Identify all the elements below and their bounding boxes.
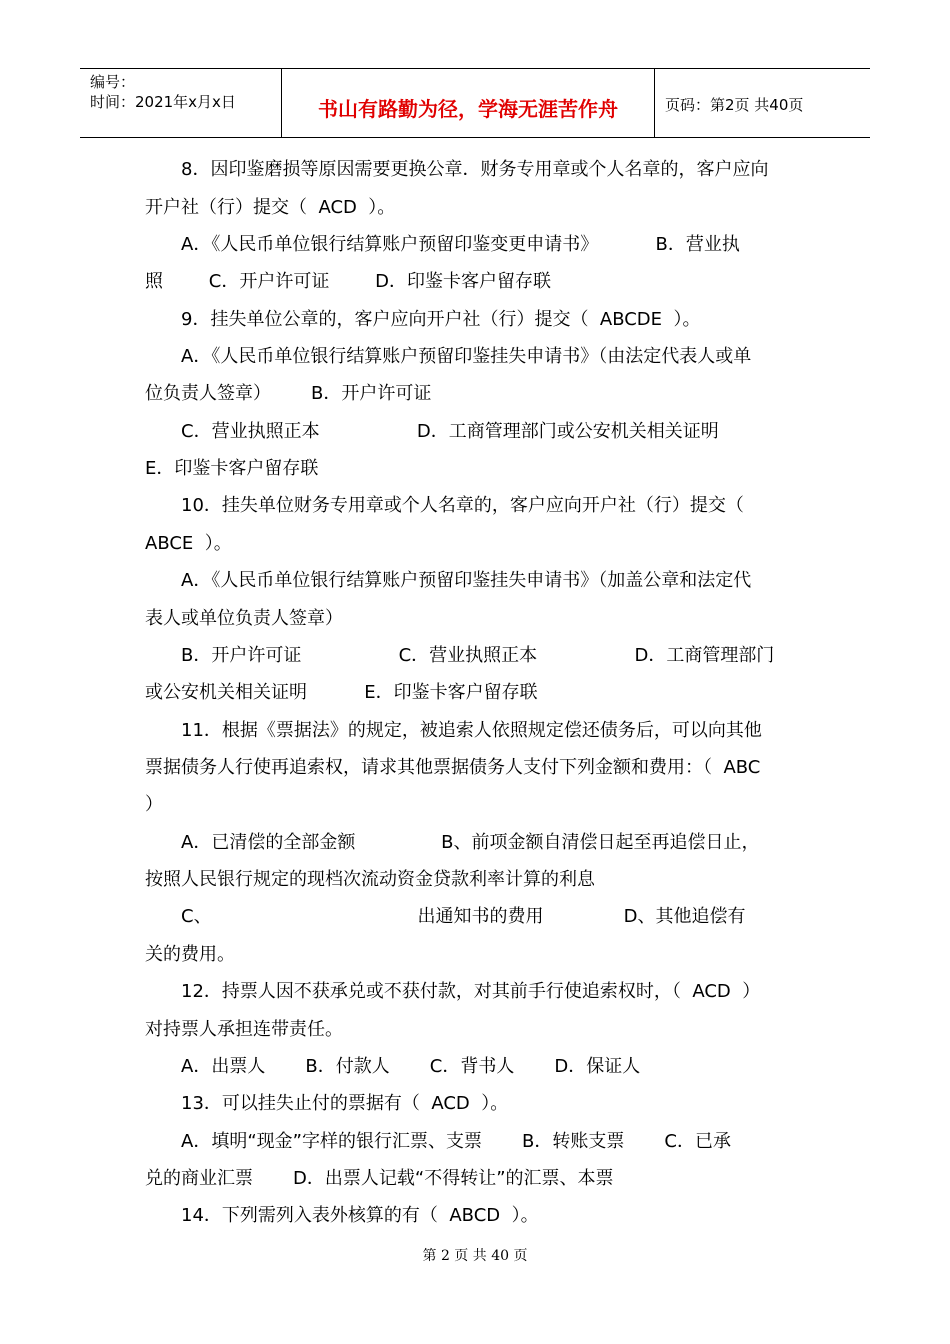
number-label: 编号： xyxy=(90,73,136,91)
text-line: 表人或单位负责人签章） xyxy=(145,608,343,629)
text-line: ） xyxy=(145,794,163,815)
text-line: A．已清偿的全部金额 B、前项金额自清偿日起至再追偿日止， xyxy=(181,832,760,853)
text-line: A．填明“现金”字样的银行汇票、支票 B．转账支票 C．已承 xyxy=(181,1131,731,1152)
text-line: A．《人民币单位银行结算账户预留印鉴变更申请书》 B．营业执 xyxy=(181,234,740,255)
header-page-info: 页码：第2页 共40页 xyxy=(665,96,804,114)
text-line: 兑的商业汇票 D．出票人记载“不得转让”的汇票、本票 xyxy=(145,1168,614,1189)
text-line: 10．挂失单位财务专用章或个人名章的，客户应向开户社（行）提交（ xyxy=(181,495,744,516)
header-left-cell xyxy=(80,69,282,137)
text-line: E．印鉴卡客户留存联 xyxy=(145,458,319,479)
page-footer: 第 2 页 共 40 页 xyxy=(422,1248,528,1264)
text-line: C、 出通知书的费用 D、其他追偿有 xyxy=(181,906,746,927)
text-line: 13．可以挂失止付的票据有（ ACD ）。 xyxy=(181,1093,509,1114)
text-line: 照 C．开户许可证 D．印鉴卡客户留存联 xyxy=(145,271,551,292)
text-line: 票据债务人行使再追索权，请求其他票据债务人支付下列金额和费用：（ ABC xyxy=(145,757,761,778)
text-line: 12．持票人因不获承兑或不获付款，对其前手行使追索权时，（ ACD ） xyxy=(181,981,761,1002)
text-line: B．开户许可证 C．营业执照正本 D．工商管理部门 xyxy=(181,645,775,666)
text-line: 8．因印鉴磨损等原因需要更换公章．财务专用章或个人名章的，客户应向 xyxy=(181,159,769,180)
text-line: 或公安机关相关证明 E．印鉴卡客户留存联 xyxy=(145,682,538,703)
text-line: 对持票人承担连带责任。 xyxy=(145,1019,343,1040)
header-right-cell xyxy=(655,69,870,137)
header-motto: 书山有路勤为径，学海无涯苦作舟 xyxy=(318,97,618,121)
page-header xyxy=(80,68,870,138)
header-middle-cell xyxy=(282,69,655,137)
text-line: A．出票人 B．付款人 C．背书人 D．保证人 xyxy=(181,1056,641,1077)
text-line: 开户社（行）提交（ ACD ）。 xyxy=(145,197,396,218)
text-line: A．《人民币单位银行结算账户预留印鉴挂失申请书》（加盖公章和法定代 xyxy=(181,570,752,591)
time-label: 时间：2021年x月x日 xyxy=(90,93,236,111)
text-line: ABCE ）。 xyxy=(145,533,232,554)
text-line: 11．根据《票据法》的规定，被追索人依照规定偿还债务后，可以向其他 xyxy=(181,720,762,741)
text-line: 按照人民银行规定的现档次流动资金贷款利率计算的利息 xyxy=(145,869,595,890)
text-line: C．营业执照正本 D．工商管理部门或公安机关相关证明 xyxy=(181,421,719,442)
text-line: 关的费用。 xyxy=(145,944,235,965)
text-line: A．《人民币单位银行结算账户预留印鉴挂失申请书》（由法定代表人或单 xyxy=(181,346,752,367)
text-line: 位负责人签章） B．开户许可证 xyxy=(145,383,432,404)
text-line: 9．挂失单位公章的，客户应向开户社（行）提交（ ABCDE ）。 xyxy=(181,309,701,330)
text-line: 14．下列需列入表外核算的有（ ABCD ）。 xyxy=(181,1205,539,1226)
